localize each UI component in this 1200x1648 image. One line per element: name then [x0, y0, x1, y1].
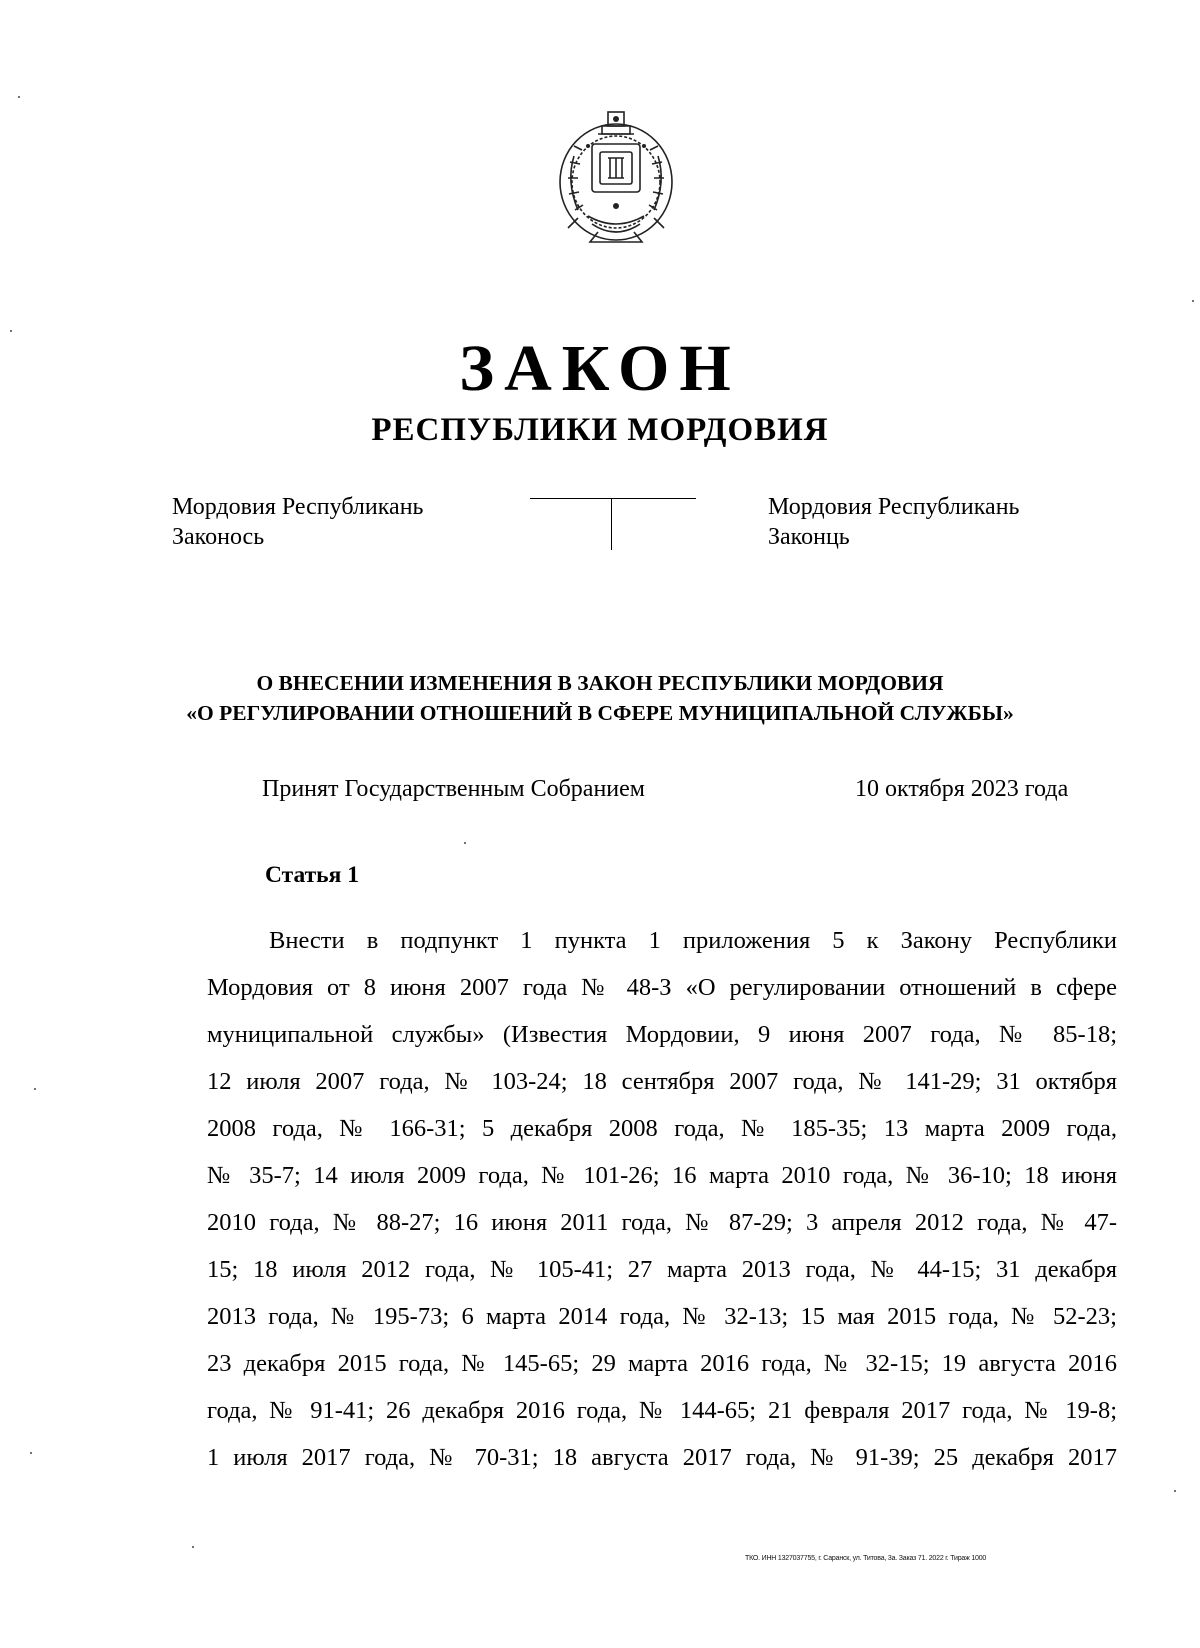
moksha-title-block [172, 492, 423, 552]
print-info: ТКО. ИНН 1327037755, г. Саранск, ул. Титова, 3а. Заказ 71. 2022 г. Тираж 1000 [745, 1555, 987, 1562]
article-line: года, № 91-41; 26 декабря 2016 года, № 144-65; 21 февраля 2017 года, № 19-8; [207, 1397, 1117, 1424]
scan-speck [192, 1546, 194, 1548]
scan-speck [10, 330, 12, 332]
article-line: муниципальной службы» (Известия Мордовии, 9 июня 2007 года, № 85-18; [207, 1021, 1117, 1048]
law-title-line-2: «О РЕГУЛИРОВАНИИ ОТНОШЕНИЙ В СФЕРЕ МУНИЦИПАЛЬНОЙ СЛУЖБЫ» [186, 701, 1014, 725]
scan-speck [464, 842, 466, 844]
article-line: 2010 года, № 88-27; 16 июня 2011 года, № 87-29; 3 апреля 2012 года, № 47- [207, 1209, 1117, 1236]
article-heading: Статья 1 [265, 862, 359, 888]
scan-speck [1192, 300, 1194, 302]
scan-speck [1174, 1490, 1176, 1492]
law-title [0, 668, 1200, 728]
moksha-title-line-1: Мордовия Республикань [172, 494, 424, 520]
erzya-title-line-1: Мордовия Республикань [768, 494, 1020, 520]
article-body [207, 917, 1117, 1481]
article-line: 23 декабря 2015 года, № 145-65; 29 марта 2016 года, № 32-15; 19 августа 2016 [207, 1350, 1117, 1377]
scan-speck [34, 1088, 36, 1090]
scan-speck [18, 96, 20, 98]
article-line: 15; 18 июля 2012 года, № 105-41; 27 марта 2013 года, № 44-15; 31 декабря [207, 1256, 1117, 1283]
article-line: Мордовия от 8 июня 2007 года № 48-З «О регулировании отношений в сфере [207, 974, 1117, 1001]
coat-of-arms-emblem [548, 106, 684, 256]
article-line: № 35-7; 14 июля 2009 года, № 101-26; 16 марта 2010 года, № 36-10; 18 июня [207, 1162, 1117, 1189]
article-line: Внести в подпункт 1 пункта 1 приложения 5 к Закону Республики [269, 927, 1117, 954]
moksha-title-line-2: Законось [172, 524, 265, 550]
law-title-line-1: О ВНЕСЕНИИ ИЗМЕНЕНИЯ В ЗАКОН РЕСПУБЛИКИ МОРДОВИЯ [256, 671, 944, 695]
adopted-by: Принят Государственным Собранием [262, 776, 645, 802]
adoption-date: 10 октября 2023 года [855, 776, 1069, 802]
article-line: 12 июля 2007 года, № 103-24; 18 сентября 2007 года, № 141-29; 31 октября [207, 1068, 1117, 1095]
article-line: 1 июля 2017 года, № 70-31; 18 августа 2017 года, № 91-39; 25 декабря 2017 [207, 1444, 1117, 1471]
issuing-authority: РЕСПУБЛИКИ МОРДОВИЯ [371, 412, 829, 448]
document-type-title: ЗАКОН [459, 332, 741, 405]
erzya-title-block [768, 492, 1019, 552]
article-line: 2013 года, № 195-73; 6 марта 2014 года, № 32-13; 15 мая 2015 года, № 52-23; [207, 1303, 1117, 1330]
article-line: 2008 года, № 166-31; 5 декабря 2008 года, № 185-35; 13 марта 2009 года, [207, 1115, 1117, 1142]
header-separator-horizontal [530, 498, 696, 499]
scan-speck [30, 1452, 32, 1454]
header-separator-vertical [611, 498, 612, 550]
erzya-title-line-2: Законць [768, 524, 850, 550]
